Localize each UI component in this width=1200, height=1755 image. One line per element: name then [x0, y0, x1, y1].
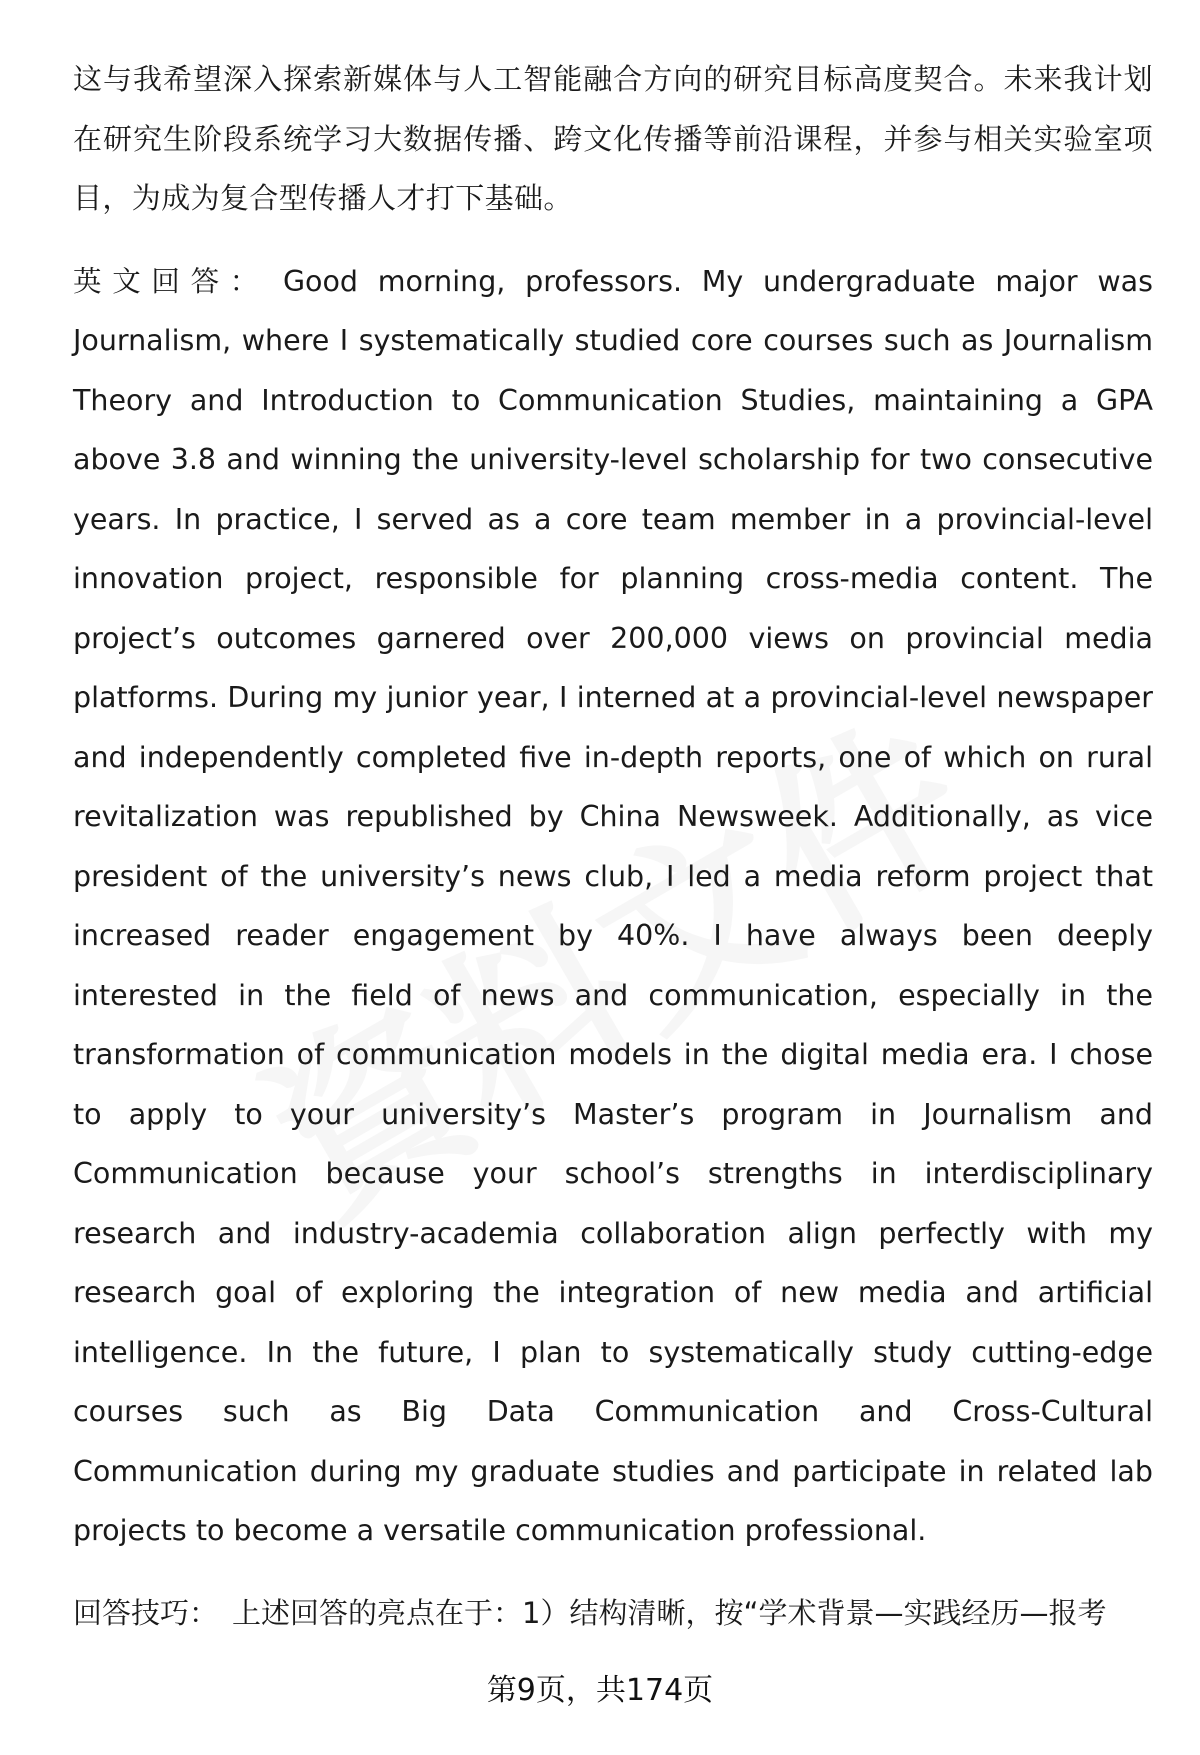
answer-tips-text: 上述回答的亮点在于：1）结构清晰，按“学术背景—实践经历—报考: [232, 1595, 1107, 1630]
page-indicator: 第9页，共174页: [486, 1673, 714, 1708]
english-answer-text: Good morning, professors. My undergraduate major was Journalism, where I systematically studied core courses such as Journalism Theory and Introduction to Communication Studies, maintaining a GPA above 3.8 and winning the university-level scholarship for two consecutive years. In practice, I served as a core team member in a provincial-level innovation project, responsible for planning cross-media content. The project’s outcomes garnered over 200,000 views on provincial media platforms. During my junior year, I interned at a provincial-level newspaper and independently completed five in-depth reports, one of which on rural revitalization was republished by China Newsweek. Additionally, as vice president of the university’s news club, I led a media reform project that increased reader engagement by 40%. I have always been deeply interested in the field of news and communication, especially in the transformation of communication models in the digital media era. I chose to apply to your university’s Master’s program in Journalism and Communication because your school’s strengths in interdisciplinary research and industry-academia collaboration align perfectly with my research goal of exploring the integration of new media and artificial intelligence. In the future, I plan to systematically study cutting-edge courses such as Big Data Communication and Cross-Cultural Communication during my graduate studies and participate in related lab projects to become a versatile communication professional.: [73, 264, 1153, 1547]
english-answer-paragraph: [73, 252, 1153, 1561]
answer-tips-paragraph: [73, 1584, 1153, 1644]
english-answer-label: 英文回答：: [73, 264, 269, 298]
intro-paragraph: 这与我希望深入探索新媒体与人工智能融合方向的研究目标高度契合。未来我计划在研究生阶段系统学习大数据传播、跨文化传播等前沿课程，并参与相关实验室项目，为成为复合型传播人才打下基础。: [73, 62, 1153, 215]
document-body: [73, 50, 1153, 1643]
answer-tips-label: 回答技巧：: [73, 1595, 219, 1630]
